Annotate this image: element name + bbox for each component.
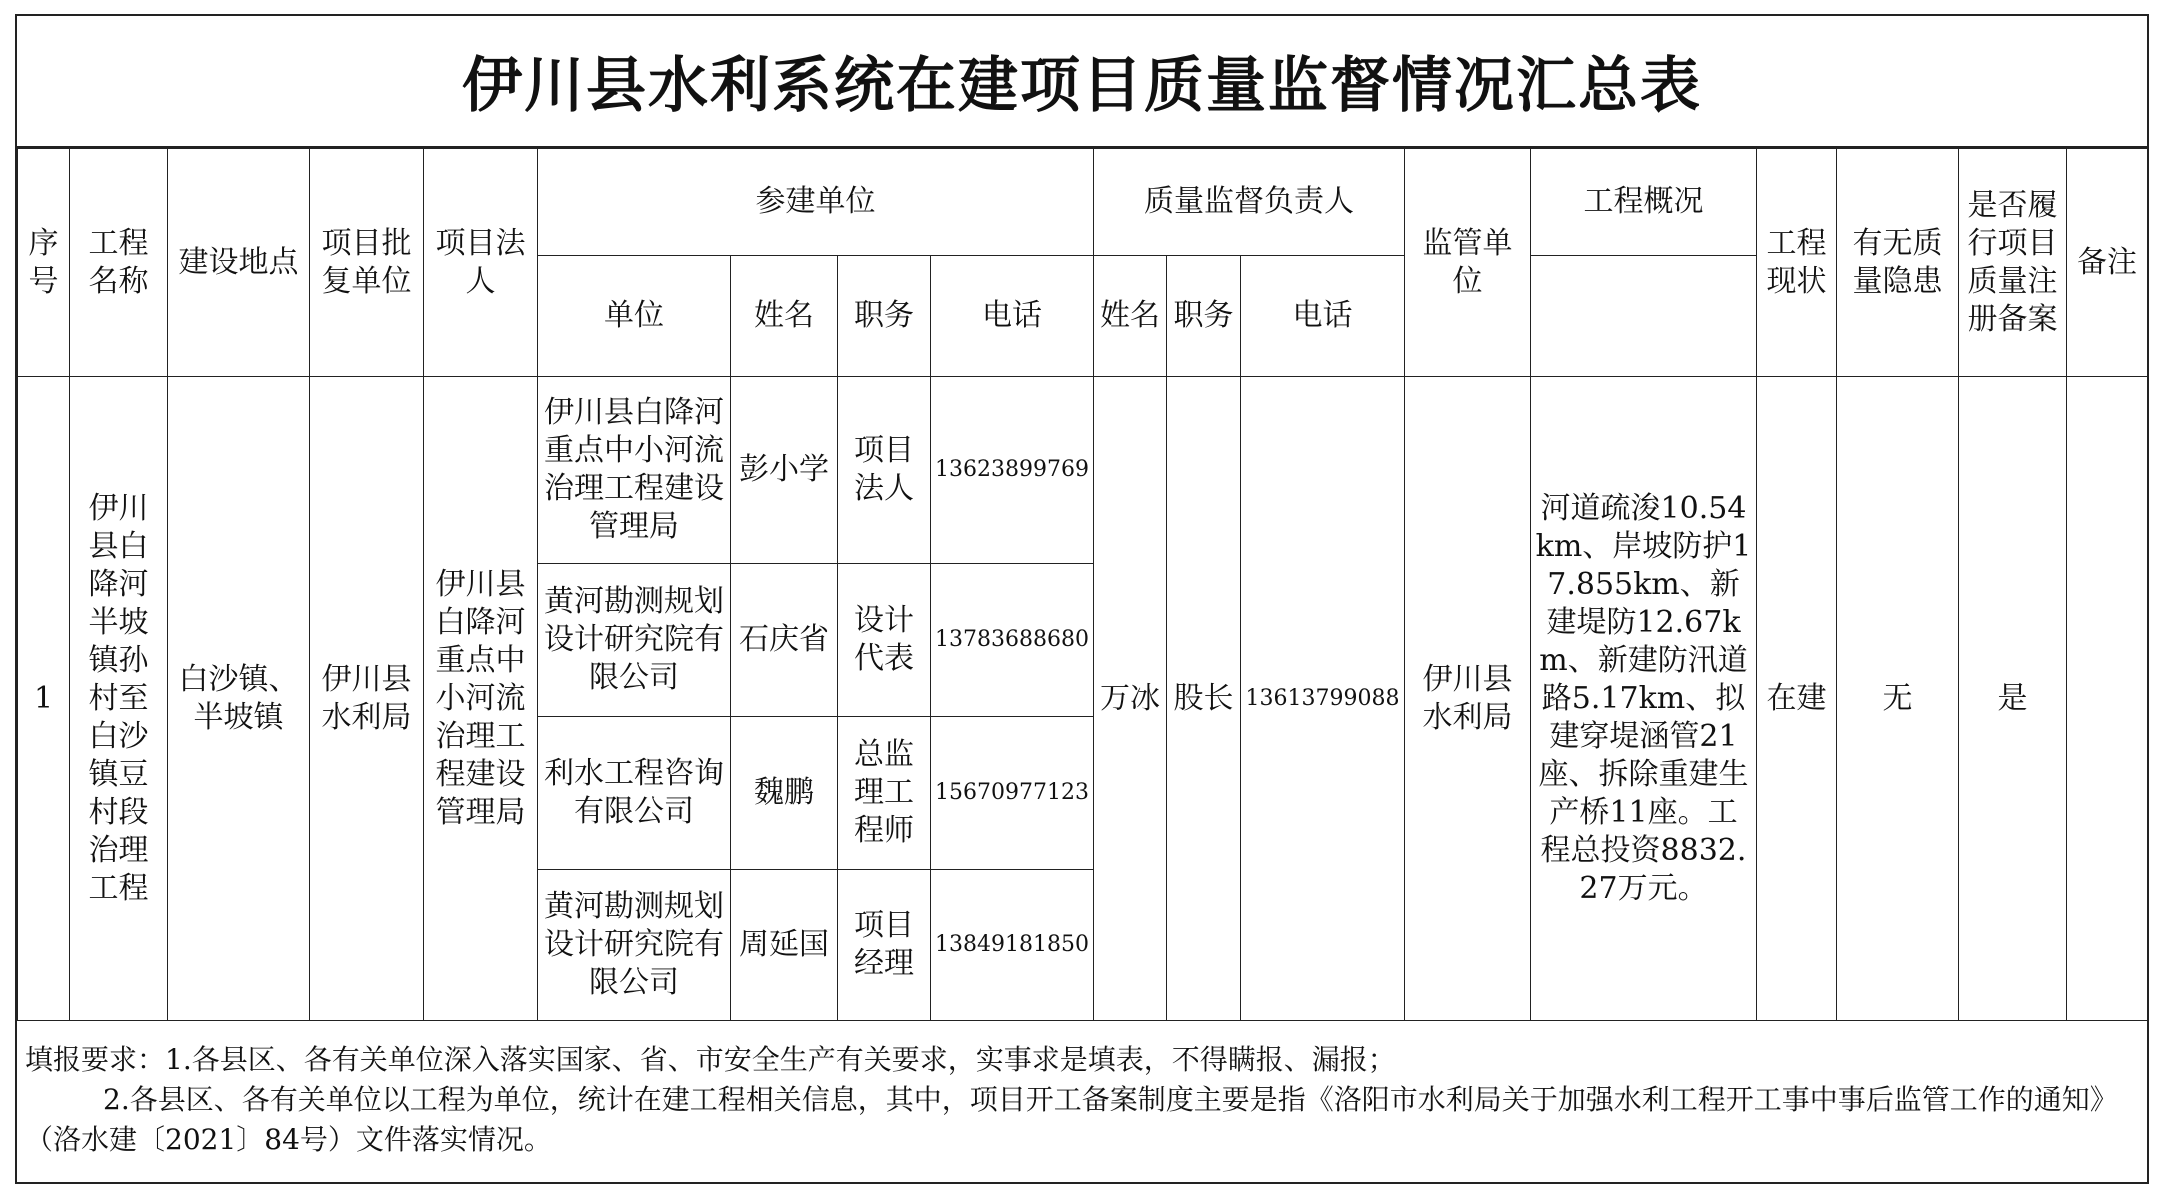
cell-seq: 1 (18, 377, 70, 1021)
header-participants: 参建单位 (538, 149, 1094, 256)
cell-participant-unit: 黄河勘测规划设计研究院有限公司 (538, 564, 731, 717)
fill-requirements (17, 1025, 2147, 1182)
cell-participant-name: 魏鹏 (731, 717, 838, 870)
cell-participant-phone: 13783688680 (931, 564, 1094, 717)
cell-participant-unit: 利水工程咨询有限公司 (538, 717, 731, 870)
summary-sheet (15, 14, 2149, 1184)
header-hazard: 有无质量隐患 (1837, 149, 1959, 377)
header-participant-name: 姓名 (731, 256, 838, 377)
cell-participant-title: 总监理工程师 (838, 717, 931, 870)
header-supervisor-name: 姓名 (1094, 256, 1167, 377)
header-participant-unit: 单位 (538, 256, 731, 377)
header-overview-blank (1531, 256, 1757, 377)
cell-overview: 河道疏浚10.54km、岸坡防护17.855km、新建堤防12.67km、新建防汛道路5.17km、拟建穿堤涵管21座、拆除重建生产桥11座。工程总投资8832.27万元。 (1531, 377, 1757, 1021)
header-supervisor-title: 职务 (1167, 256, 1241, 377)
header-legal-person: 项目法人 (424, 149, 538, 377)
cell-remarks (2067, 377, 2148, 1021)
cell-legal-person: 伊川县白降河重点中小河流治理工程建设管理局 (424, 377, 538, 1021)
cell-regulator: 伊川县水利局 (1405, 377, 1531, 1021)
cell-registered: 是 (1959, 377, 2067, 1021)
header-location: 建设地点 (168, 149, 310, 377)
cell-participant-name: 周延国 (731, 870, 838, 1021)
header-regulator: 监管单位 (1405, 149, 1531, 377)
cell-participant-title: 项目法人 (838, 377, 931, 564)
header-supervisor-phone: 电话 (1241, 256, 1405, 377)
cell-supervisor-phone: 13613799088 (1241, 377, 1405, 1021)
table-row (18, 377, 2148, 564)
cell-participant-name: 彭小学 (731, 377, 838, 564)
cell-project-name: 伊川县白降河半坡镇孙村至白沙镇豆村段治理工程 (70, 377, 168, 1021)
cell-supervisor-title: 股长 (1167, 377, 1241, 1021)
cell-participant-title: 项目经理 (838, 870, 931, 1021)
cell-hazard: 无 (1837, 377, 1959, 1021)
header-project-name: 工程名称 (70, 149, 168, 377)
summary-table (17, 148, 2148, 1021)
header-participant-phone: 电话 (931, 256, 1094, 377)
cell-participant-phone: 13623899769 (931, 377, 1094, 564)
cell-location: 白沙镇、半坡镇 (168, 377, 310, 1021)
header-overview: 工程概况 (1531, 149, 1757, 256)
cell-supervisor-name: 万冰 (1094, 377, 1167, 1021)
cell-participant-name: 石庆省 (731, 564, 838, 717)
header-remarks: 备注 (2067, 149, 2148, 377)
cell-status: 在建 (1757, 377, 1837, 1021)
page-title: 伊川县水利系统在建项目质量监督情况汇总表 (17, 16, 2147, 148)
header-row-1 (18, 149, 2148, 256)
cell-participant-phone: 13849181850 (931, 870, 1094, 1021)
header-supervisor: 质量监督负责人 (1094, 149, 1405, 256)
cell-participant-title: 设计代表 (838, 564, 931, 717)
header-seq: 序号 (18, 149, 70, 377)
cell-participant-phone: 15670977123 (931, 717, 1094, 870)
header-registered: 是否履行项目质量注册备案 (1959, 149, 2067, 377)
cell-approval-unit: 伊川县水利局 (310, 377, 424, 1021)
header-status: 工程现状 (1757, 149, 1837, 377)
requirement-line-2: 2.各县区、各有关单位以工程为单位，统计在建工程相关信息，其中，项目开工备案制度主要是指《洛阳市水利局关于加强水利工程开工事中事后监管工作的通知》（洛水建〔2021〕84号）文件落实情况。 (25, 1083, 2118, 1156)
header-participant-title: 职务 (838, 256, 931, 377)
cell-participant-unit: 伊川县白降河重点中小河流治理工程建设管理局 (538, 377, 731, 564)
header-approval-unit: 项目批复单位 (310, 149, 424, 377)
cell-participant-unit: 黄河勘测规划设计研究院有限公司 (538, 870, 731, 1021)
requirement-line-1: 填报要求：1.各县区、各有关单位深入落实国家、省、市安全生产有关要求，实事求是填表，不得瞒报、漏报； (25, 1043, 1396, 1076)
